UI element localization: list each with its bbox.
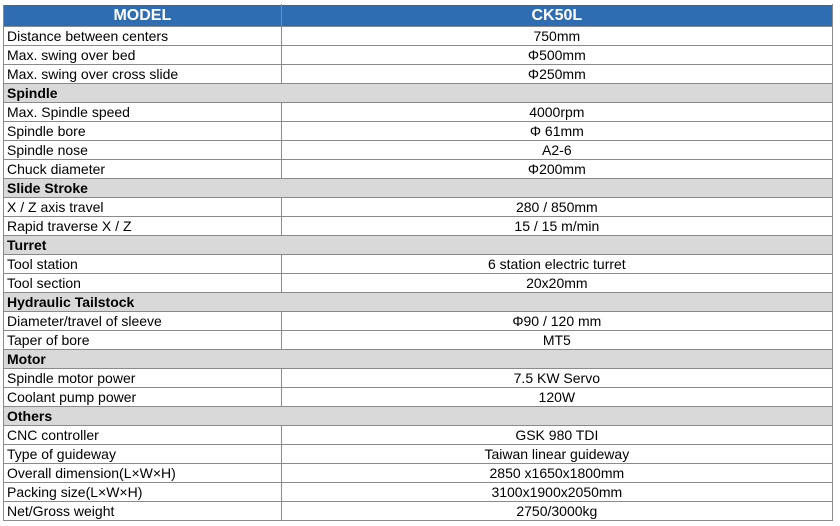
spec-value: GSK 980 TDI [281,426,832,445]
spec-value: Φ 61mm [281,122,832,141]
spec-value: Taiwan linear guideway [281,445,832,464]
spec-label: Net/Gross weight [4,502,282,521]
section-heading: Motor [4,350,833,369]
section-row [4,179,833,198]
table-body [4,27,833,521]
section-row [4,350,833,369]
table-row [4,160,833,179]
table-row [4,46,833,65]
spec-label: Tool section [4,274,282,293]
section-heading: Turret [4,236,833,255]
table-row [4,369,833,388]
table-row [4,312,833,331]
section-row [4,293,833,312]
model-label: MODEL [4,5,282,27]
table-row [4,103,833,122]
section-heading: Spindle [4,84,833,103]
spec-label: Coolant pump power [4,388,282,407]
spec-table [3,4,833,521]
table-row [4,426,833,445]
spec-label: Rapid traverse X / Z [4,217,282,236]
table-row [4,141,833,160]
spec-label: Spindle nose [4,141,282,160]
spec-value: Φ90 / 120 mm [281,312,832,331]
spec-value: 750mm [281,27,832,46]
spec-value: 2750/3000kg [281,502,832,521]
spec-value: A2-6 [281,141,832,160]
table-row [4,388,833,407]
table-header [4,5,833,27]
section-row [4,84,833,103]
spec-value: 280 / 850mm [281,198,832,217]
spec-value: 120W [281,388,832,407]
spec-label: Tool station [4,255,282,274]
spec-label: Max. swing over cross slide [4,65,282,84]
table-row [4,483,833,502]
spec-label: Spindle bore [4,122,282,141]
spec-label: Diameter/travel of sleeve [4,312,282,331]
spec-value: MT5 [281,331,832,350]
spec-label: X / Z axis travel [4,198,282,217]
table-row [4,255,833,274]
spec-label: Overall dimension(L×W×H) [4,464,282,483]
table-row [4,65,833,84]
section-row [4,236,833,255]
table-row [4,27,833,46]
spec-value: Φ250mm [281,65,832,84]
spec-label: Chuck diameter [4,160,282,179]
spec-value: Φ500mm [281,46,832,65]
spec-label: Distance between centers [4,27,282,46]
spec-label: Max. swing over bed [4,46,282,65]
spec-label: Spindle motor power [4,369,282,388]
table-row [4,122,833,141]
spec-value: 20x20mm [281,274,832,293]
table-row [4,464,833,483]
table-row [4,331,833,350]
table-row [4,274,833,293]
spec-value: 15 / 15 m/min [281,217,832,236]
table-row [4,502,833,521]
spec-label: CNC controller [4,426,282,445]
spec-label: Packing size(L×W×H) [4,483,282,502]
header-row [4,5,833,27]
spec-value: Φ200mm [281,160,832,179]
spec-label: Max. Spindle speed [4,103,282,122]
spec-value: 2850 x1650x1800mm [281,464,832,483]
spec-value: 3100x1900x2050mm [281,483,832,502]
section-heading: Others [4,407,833,426]
spec-value: 7.5 KW Servo [281,369,832,388]
spec-value: 4000rpm [281,103,832,122]
section-row [4,407,833,426]
table-row [4,198,833,217]
spec-label: Type of guideway [4,445,282,464]
section-heading: Slide Stroke [4,179,833,198]
table-row [4,217,833,236]
spec-label: Taper of bore [4,331,282,350]
table-row [4,445,833,464]
model-value: CK50L [281,5,832,27]
spec-value: 6 station electric turret [281,255,832,274]
section-heading: Hydraulic Tailstock [4,293,833,312]
